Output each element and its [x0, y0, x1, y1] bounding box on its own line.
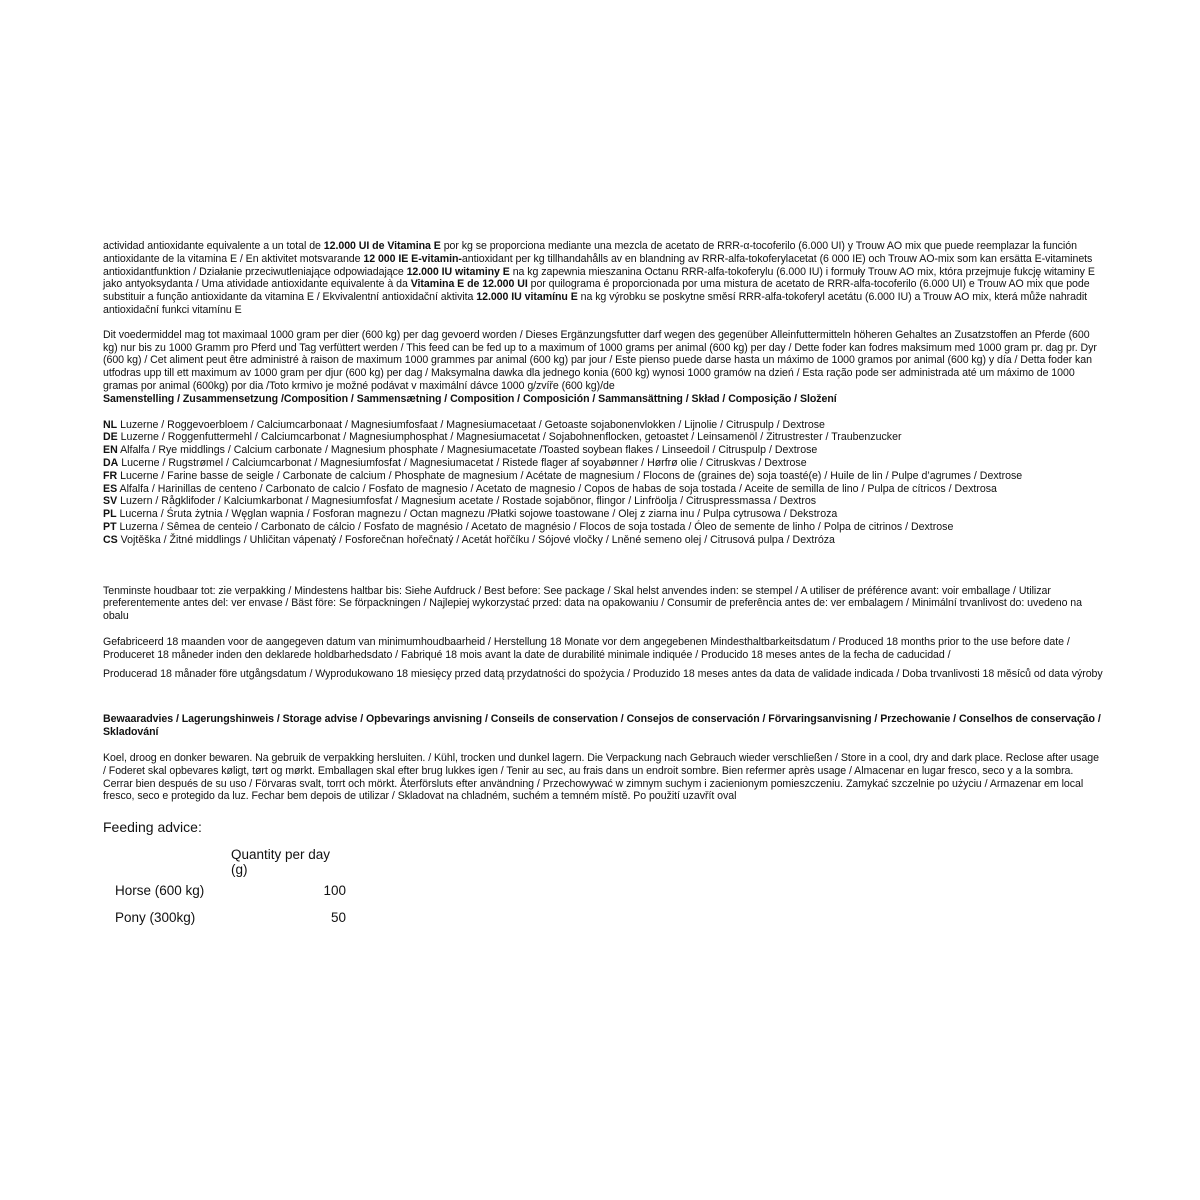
- composition-row: [103, 483, 1103, 496]
- vitamin-e-value: 12.000 IU witaminy E: [406, 265, 510, 278]
- composition-row: [103, 457, 1103, 470]
- produced-paragraph: Gefabriceerd 18 maanden voor de aangegeven datum van minimumhoudbaarheid / Herstellung 18 Monate vor dem angegebenen Mindesthaltbarkeitsdatum / Produced 18 months prior to the use before date / Produceret 18 måneder inden den deklarede holdbarhedsdato / Fabriqué 18 mois avant la date de durabilité minimale indiquée / Producido 18 meses antes de la fecha de caducidad /: [103, 635, 1070, 661]
- vitamin-e-text: actividad antioxidante equivalente a un total de: [103, 240, 324, 252]
- composition-text: Luzerne / Roggevoerbloem / Calciumcarbonaat / Magnesiumfosfaat / Magnesiumacetaat / Getoaste sojabonenvlokken / Lijnolie / Citruspulp / Dextrose: [117, 418, 825, 431]
- composition-text: Vojtěška / Žitné middlings / Uhličitan vápenatý / Fosforečnan hořečnatý / Acetát hořčíku / Sójové vločky / Lněné semeno olej / Citrusová pulpa / Dextróza: [117, 533, 835, 546]
- composition-row: [103, 470, 1103, 483]
- quantity-cell: 100: [323, 883, 346, 899]
- composition-text: Alfalfa / Harinillas de centeno / Carbonato de calcio / Fosfato de magnesio / Acetato de magnesio / Copos de habas de soja tostada / Aceite de semilla de lino / Pulpa de cítricos / Dextrosa: [117, 482, 997, 495]
- animal-cell: Pony (300kg): [115, 910, 196, 926]
- composition-text: Lucerna / Śruta żytnia / Węglan wapnia / Fosforan magnezu / Octan magnezu /Płatki sojowe toastowane / Olej z ziarna inu / Pulpa cytrusowa / Dekstroza: [116, 508, 838, 521]
- feeding-advice-title: Feeding advice:: [103, 819, 202, 836]
- composition-row: [103, 508, 1103, 521]
- animal-cell: Horse (600 kg): [115, 883, 205, 899]
- language-code: SV: [103, 495, 118, 508]
- vitamin-e-value: 12.000 UI de Vitamina E: [323, 240, 441, 252]
- vitamin-e-text: por quilograma é proporcionada por uma mistura de acetato de RRR-alfa-tocoferilo (6.000 UI) e Trouw AO mix que pode substituir a função antioxidante da vitamina E / Ekvivalentní antioxidační aktivita: [103, 278, 1090, 304]
- storage-paragraph: Koel, droog en donker bewaren. Na gebruik de verpakking hersluiten. / Kühl, trocken und dunkel lagern. Die Verpackung nach Gebrauch wieder verschließen / Store in a cool, dry and dark place. Reclose after usage / Foderet skal opbevares køligt, tørt og mørkt. Emballagen skal efter brug lukkes igen / Tenir au sec, au frais dans un endroit sombre. Bien refermer après usage / Almacenar en lugar fresco, seco y a la sombra. Cerrar bien después de su uso / Förvaras svalt, torrt och mörkt. Återförsluts efter användning / Przechowywać w zimnym suchym i zacienionym pomieszczeniu. Zamykać szczelnie po użyciu / Armazenar em local fresco, seco e protegido da luz. Fechar bem depois de utilizar / Skladovat na chladném, suchém a temném místě. Po použití uzavřít oval: [103, 751, 1099, 803]
- language-code: DE: [103, 431, 118, 444]
- composition-row: [103, 431, 1103, 444]
- composition-row: [103, 444, 1103, 457]
- vitamin-e-paragraph: [103, 240, 1103, 317]
- language-code: CS: [103, 533, 118, 546]
- produced-paragraph-2: Producerad 18 månader före utgångsdatum / Wyprodukowano 18 miesięcy przed datą przydatności do spożycia / Produzido 18 meses antes da data de validade indicada / Doba trvanlivosti 18 měsíců od data výroby: [103, 667, 1103, 680]
- vitamin-e-text: na kg výrobku se poskytne směsí RRR-alfa-tokoferyl acetátu (6.000 IU) a Trouw AO mix, která může nahradit antioxidační funkci vitamínu E: [103, 291, 1088, 316]
- label-document: [103, 240, 1103, 931]
- feeding-advice: [103, 819, 1103, 931]
- vitamin-e-value: 12.000 IU vitamínu E: [476, 291, 578, 304]
- best-before-paragraph: Tenminste houdbaar tot: zie verpakking / Mindestens haltbar bis: Siehe Aufdruck / Best before: See package / Skal helst anvendes inden: se stempel / A utiliser de préférence avant: voir emballage / Utilizar preferentemente antes del: ver envase / Bäst före: Se förpackningen / Najlepiej wykorzystać przed: data na opakowaniu / Consumir de preferência antes de: ver embalagem / Minimální trvanlivost do: uvedeno na obalu: [103, 584, 1082, 623]
- vitamin-e-value: 12 000 IE E-vitamin-: [363, 252, 462, 265]
- max-dose-paragraph: Dit voedermiddel mag tot maximaal 1000 gram per dier (600 kg) per dag gevoerd worden / Dieses Ergänzungsfutter darf wegen des gegenüber Alleinfuttermitteln höheren Gehaltes an Zusatzstoffen an Pferde (600 kg) nur bis zu 1000 Gramm pro Pferd und Tag verfüttert werden / This feed can be fed up to a maximum of 1000 grams per animal (600 kg) per day / Dette foder kan fodres maksimum med 1000 gram pr. dag pr. Dyr (600 kg) / Cet aliment peut être administré à raison de maximum 1000 grammes par animal (600 kg) par jour / Este pienso puede darse hasta un máximo de 1000 gramos por animal (600 kg) y día / Detta foder kan utfodras upp till ett maximum av 1000 gram per djur (600 kg) per dag / Maksymalna dawka dla jednego konia (600 kg) wynosi 1000 gramów na dzień / Esta ração pode ser administrada até um máximo de 1000 gramas por animal (600kg) por dia /Toto krmivo je možné podávat v maximální dávce 1000 g/zvíře (600 kg)/de: [103, 328, 1097, 392]
- storage-heading: Bewaaradvies / Lagerungshinweis / Storage advise / Opbevarings anvisning / Conseils de conservation / Consejos de conservación / Förvaringsanvisning / Przechowanie / Conselhos de conservação / Skladování: [103, 713, 1101, 739]
- composition-row: [103, 521, 1103, 534]
- feeding-table-header: [103, 847, 346, 877]
- vitamin-e-text: na kg zapewnia mieszanina Octanu RRR-alfa-tokoferylu (6.000 IU) i formuły Trouw AO mix, która przejmuje fukcję witaminy E jako antyoksydanta / Uma atividade antioxidante equivalente à da: [103, 265, 1095, 291]
- composition-row: [103, 419, 1103, 432]
- composition-text: Alfalfa / Rye middlings / Calcium carbonate / Magnesium phosphate / Magnesiumacetate /Toasted soybean flakes / Linseedoil / Citruspulp / Dextrose: [117, 444, 818, 457]
- composition-text: Luzerna / Sêmea de centeio / Carbonato de cálcio / Fosfato de magnésio / Acetato de magnésio / Flocos de soja tostada / Óleo de semente de linho / Polpa de citrinos / Dextrose: [116, 520, 954, 533]
- language-code: DA: [103, 456, 119, 469]
- language-code: PL: [103, 508, 117, 521]
- table-row: [103, 877, 346, 904]
- vitamin-e-text: por kg se proporciona mediante una mezcla de acetato de RRR-α-tocoferilo (6.000 UI) y Trouw AO mix que puede reemplazar la función antioxidante de la vitamina E / En aktivitet motsvarande: [103, 240, 1077, 265]
- composition-row: [103, 495, 1103, 508]
- composition-heading: Samenstelling / Zusammensetzung /Composition / Sammensætning / Composition / Composición / Sammansättning / Skład / Composição / Složení: [103, 392, 837, 405]
- language-code: FR: [103, 469, 118, 482]
- composition-list: [103, 419, 1103, 547]
- vitamin-e-text: antioxidant per kg tillhandahålls av en blandning av RRR-alfa-tokoferylacetat (6 000 IE) och Trouw AO-mix som kan ersätta E-vitaminets antioxidantfunktion / Działanie przeciwutleniające odpowiadające: [103, 252, 1093, 278]
- language-code: ES: [103, 482, 118, 495]
- composition-text: Luzerne / Roggenfuttermehl / Calciumcarbonat / Magnesiumphosphat / Magnesiumacetat / Sojabohnenflocken, getoastet / Leinsamenöl / Zitrustrester / Traubenzucker: [117, 431, 902, 444]
- vitamin-e-value: Vitamina E de 12.000 UI: [410, 278, 528, 291]
- composition-row: [103, 534, 1103, 547]
- composition-text: Luzern / Rågklifoder / Kalciumkarbonat / Magnesiumfosfat / Magnesium acetate / Rostade sojabönor, flingor / Linfröolja / Citruspressmassa / Dextros: [117, 495, 817, 508]
- quantity-column-header: Quantity per day (g): [231, 847, 331, 878]
- composition-text: Lucerne / Rugstrømel / Calciumcarbonat / Magnesiumfosfat / Magnesiumacetat / Ristede flager af soyabønner / Hørfrø olie / Citruskvas / Dextrose: [118, 456, 807, 469]
- language-code: PT: [103, 520, 117, 533]
- table-row: [103, 904, 346, 931]
- composition-text: Lucerne / Farine basse de seigle / Carbonate de calcium / Phosphate de magnesium / Acétate de magnesium / Flocons de (graines de) soja toasté(e) / Huile de lin / Pulpe d’agrumes / Dextrose: [117, 469, 1023, 482]
- quantity-cell: 50: [330, 910, 346, 926]
- language-code: NL: [103, 418, 118, 431]
- language-code: EN: [103, 444, 118, 457]
- feeding-table: [103, 847, 346, 931]
